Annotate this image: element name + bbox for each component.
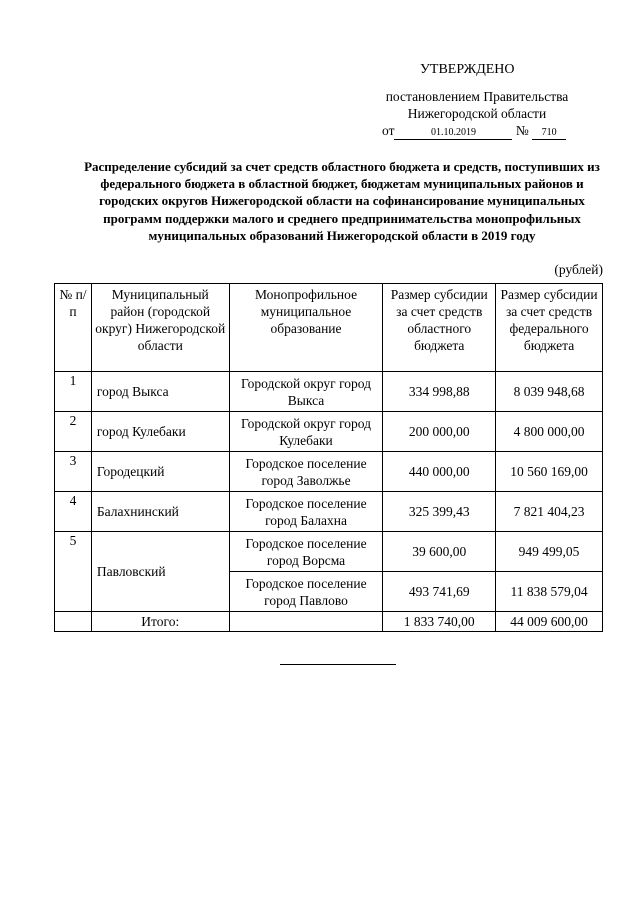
total-empty-num (55, 612, 92, 632)
row-regional: 39 600,00 (383, 532, 496, 572)
row-mono: Городское поселение город Павлово (229, 572, 383, 612)
row-federal: 7 821 404,23 (496, 492, 603, 532)
approval-line-1: постановлением Правительства (385, 89, 569, 104)
row-regional: 200 000,00 (383, 412, 496, 452)
row-mono: Городское поселение город Балахна (229, 492, 383, 532)
row-federal: 8 039 948,68 (496, 372, 603, 412)
row-mono: Городское поселение город Заволжье (229, 452, 383, 492)
row-regional: 440 000,00 (383, 452, 496, 492)
decree-date-number (382, 123, 566, 140)
row-num: 5 (55, 532, 92, 612)
header-num: № п/п (55, 284, 92, 372)
row-district: Городецкий (91, 452, 229, 492)
row-mono: Городской округ город Выкса (229, 372, 383, 412)
header-federal: Размер субсидии за счет средств федерального бюджета (496, 284, 603, 372)
header-regional: Размер субсидии за счет средств областного бюджета (383, 284, 496, 372)
decree-date: 01.10.2019 (394, 127, 512, 140)
total-label: Итого: (91, 612, 229, 632)
row-num: 3 (55, 452, 92, 492)
approval-line-2: Нижегородской области (407, 106, 547, 121)
table-row (55, 492, 603, 532)
decree-number: 710 (532, 127, 566, 140)
table-row (55, 452, 603, 492)
row-mono: Городское поселение город Ворсма (229, 532, 383, 572)
row-district: Павловский (91, 532, 229, 612)
closing-divider (280, 664, 396, 665)
row-district: Балахнинский (91, 492, 229, 532)
row-district: город Выкса (91, 372, 229, 412)
row-num: 4 (55, 492, 92, 532)
row-federal: 4 800 000,00 (496, 412, 603, 452)
table-row (55, 372, 603, 412)
approval-heading: УТВЕРЖДЕНО (420, 62, 515, 77)
table-row (55, 412, 603, 452)
date-prefix: от (382, 123, 395, 138)
table-row (55, 532, 603, 572)
total-row (55, 612, 603, 632)
total-empty-mono (229, 612, 383, 632)
row-regional: 493 741,69 (383, 572, 496, 612)
number-prefix: № (515, 123, 529, 138)
row-num: 1 (55, 372, 92, 412)
row-regional: 334 998,88 (383, 372, 496, 412)
header-district: Муниципальный район (городской округ) Нижегородской области (91, 284, 229, 372)
approval-block (372, 88, 582, 122)
total-federal: 44 009 600,00 (496, 612, 603, 632)
document-title: Распределение субсидий за счет средств областного бюджета и средств, поступивших из федерального бюджета в областной бюджет, бюджетам муниципальных районов и городских округов Нижегородской области на софинансирование муниципальных программ поддержки малого и среднего предпринимательства монопрофильных муниципальных образований Нижегородской области в 2019 году (84, 159, 600, 243)
row-federal: 11 838 579,04 (496, 572, 603, 612)
subsidy-table (54, 283, 603, 632)
row-regional: 325 399,43 (383, 492, 496, 532)
row-federal: 949 499,05 (496, 532, 603, 572)
row-mono: Городской округ город Кулебаки (229, 412, 383, 452)
row-num: 2 (55, 412, 92, 452)
table-header-row (55, 284, 603, 372)
currency-unit: (рублей) (554, 262, 603, 277)
total-regional: 1 833 740,00 (383, 612, 496, 632)
row-district: город Кулебаки (91, 412, 229, 452)
header-mono: Монопрофильное муниципальное образование (229, 284, 383, 372)
row-federal: 10 560 169,00 (496, 452, 603, 492)
